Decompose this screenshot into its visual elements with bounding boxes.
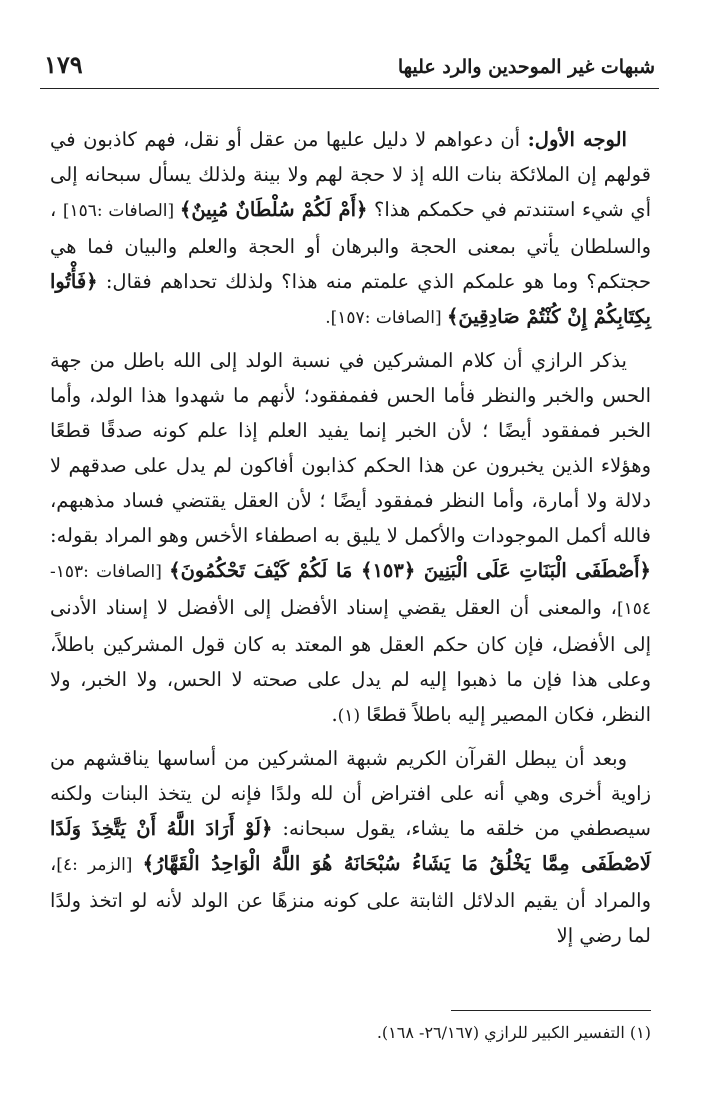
quran-verse: ﴿أَصْطَفَى الْبَنَاتِ عَلَى الْبَنِينَ ﴿١٥٣﴾ مَا لَكُمْ كَيْفَ تَحْكُمُونَ﴾ [169,559,651,582]
quran-verse: ﴿لَوْ أَرَادَ اللَّهُ أَنْ يَتَّخِذَ وَلَدًا لَاصْطَفَى مِمَّا يَخْلُقُ مَا يَشَاءُ سُبْحَانَهُ هُوَ اللَّهُ الْوَاحِدُ الْقَهَّارُ﴾ [50,817,651,875]
citation: [الصافات :١٥٧]. [325,308,447,328]
body-text: . [331,703,338,726]
header-rule [40,88,659,89]
citation: [الصافات :١٥٦] [62,201,180,221]
citation: (١) [337,706,361,726]
quran-verse: ﴿أَمْ لَكُمْ سُلْطَانٌ مُبِينٌ﴾ [179,198,368,221]
body-text: ، والمراد أن يقيم الدلائل الثابتة على كونه منزهًا عن الولد لأنه لو اتخذ ولدًا لما رضي إلا [50,852,651,947]
paragraph [50,343,651,734]
footnote: (١) التفسير الكبير للرازي (٢٦/١٦٧- ١٦٨). [376,1023,651,1042]
paragraph [50,122,651,336]
quran-verse: ﴿فَأْتُوا بِكِتَابِكُمْ إِنْ كُنْتُمْ صَادِقِينَ﴾ [50,270,651,328]
body-text: ، والسلطان يأتي بمعنى الحجة والبرهان أو الحجة والعلم والبيان فما هي حجتكم؟ وما هو علمكم الذي علمتم منه هذا؟ ولذلك تحداهم فقال: [50,198,651,293]
running-head [44,48,655,84]
body-text: يذكر الرازي أن كلام المشركين في نسبة الولد إلى الله باطل من جهة الحس والخبر والنظر فأما الحس ففمفقود؛ لأنهم ما شهدوا هذا الولد، وأما الخبر فمفقود أيضًا ؛ لأن الخبر إنما يفيد العلم إذا علم كونه صدقًا قطعًا وهؤلاء الذين يخبرون عن هذا الحكم كذابون أفاكون لم يدل على صدقهم لا دلالة ولا أمارة، وأما النظر فمفقود أيضًا ؛ لأن العقل يقتضي فساد مذهبهم، فالله أكمل الموجودات والأكمل لا يليق به اصطفاء الأخس وهو المراد بقوله: [50,349,651,547]
main-text [50,122,651,960]
citation: [الزمر :٤] [56,855,143,875]
footnote-rule [451,1010,651,1011]
paragraph [50,741,651,953]
citation: [الصافات :١٥٣- ١٥٤] [50,562,651,619]
page-number: ١٧٩ [44,50,83,79]
running-title: شبهات غير الموحدين والرد عليها [397,56,655,78]
body-text: وبعد أن يبطل القرآن الكريم شبهة المشركين من أساسها يناقشهم من زاوية أخرى وهي أنه على افتراض أن لله ولدًا فإنه لن يتخذ البنات ولكنه سيصطفي من خلقه ما يشاء، يقول سبحانه: [50,747,651,840]
body-text: ، والمعنى أن العقل يقضي إسناد الأفضل إلى الأفضل لا إسناد الأدنى إلى الأفضل، فإن كان حكم العقل هو المعتد به كان قول المشركين باطلاً، وعلى هذا فإن ما ذهبوا إليه لم يدل على صحته لا الحس، ولا الخبر، ولا النظر، فكان المصير إليه باطلاً قطعًا [50,596,651,726]
section-label: الوجه الأول: [527,128,627,151]
body-text: أن دعواهم لا دليل عليها من عقل أو نقل، فهم كاذبون في قولهم إن الملائكة بنات الله إذ لا حجة لهم ولا بينة ولذلك يسأل سبحانه إلى أي شيء استندتم في حكمكم هذا؟ [50,128,651,221]
